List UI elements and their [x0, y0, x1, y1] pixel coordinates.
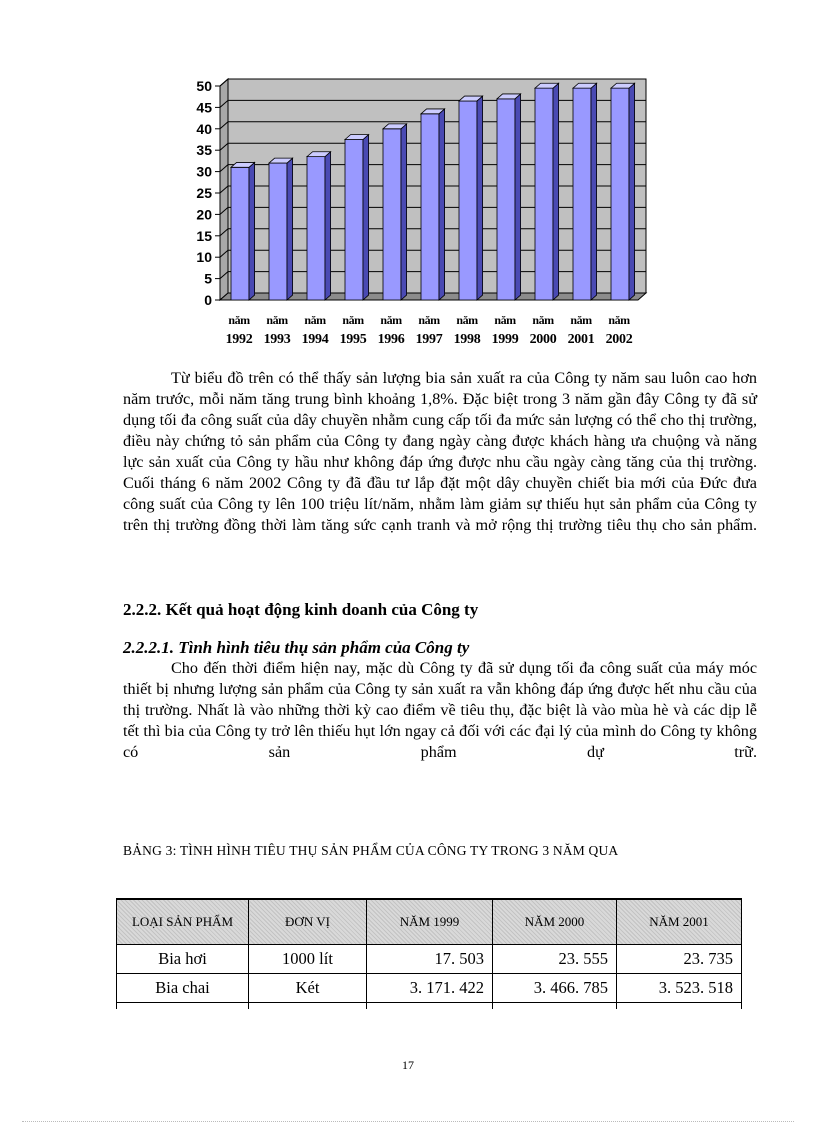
- x-tick-label-year: 1992: [225, 332, 253, 347]
- x-tick-label-top: năm: [342, 313, 364, 327]
- cell-product: Bia chai: [117, 974, 249, 1003]
- cell-unit: 1000 lít: [249, 945, 367, 974]
- cell-product: Bia hơi: [117, 945, 249, 974]
- bar-side-1999: [515, 94, 521, 300]
- cell-value-1999: 3. 171. 422: [367, 974, 493, 1003]
- x-tick-label-top: năm: [380, 313, 402, 327]
- x-tick-label-year: 1999: [491, 332, 519, 347]
- x-tick-label-year: 1995: [339, 332, 367, 347]
- bar-side-2000: [553, 83, 559, 300]
- bar-side-1993: [287, 158, 293, 300]
- cell-value-2001: 3. 523. 518: [617, 974, 742, 1003]
- x-tick-label-top: năm: [532, 313, 554, 327]
- cell-value-1999: 17. 503: [367, 945, 493, 974]
- bar-1997: [421, 114, 439, 300]
- bar-1999: [497, 99, 515, 300]
- paragraph-consumption: Cho đến thời điểm hiện nay, mặc dù Công ty đã sử dụng tối đa công suất của máy móc thiết bị nhưng lượng sản phẩm của Công ty sản xuất ra vẫn không đáp ứng được hết nhu cầu của thị trường. Nhất là vào những thời kỳ cao điểm về tiêu thụ, đặc biệt là vào mùa hè và các dịp lễ tết thì bia của Công ty trở lên thiếu hụt lớn ngay cả đối với các đại lý của mình do Công ty không có sản phẩm dự trữ.: [123, 659, 757, 761]
- x-tick-label-top: năm: [266, 313, 288, 327]
- cell-unit: Két: [249, 974, 367, 1003]
- table-header-row: [117, 899, 742, 945]
- header-year-1999: NĂM 1999: [367, 899, 493, 945]
- bar-1992: [231, 167, 249, 300]
- cell-value-2001: 23. 735: [617, 945, 742, 974]
- y-tick-label: 50: [196, 78, 212, 94]
- header-product-type: LOẠI SẢN PHẨM: [117, 899, 249, 945]
- bar-side-1992: [249, 162, 255, 300]
- y-tick-label: 45: [196, 99, 212, 116]
- y-tick-label: 40: [196, 120, 212, 137]
- table-row-continued: [117, 1003, 742, 1010]
- y-tick-label: 30: [196, 163, 212, 180]
- chart-svg: [180, 70, 660, 360]
- bar-side-1995: [363, 135, 369, 300]
- subsection-heading: 2.2.2.1. Tình hình tiêu thụ sản phẩm của Công ty: [123, 638, 470, 657]
- x-tick-label-top: năm: [304, 313, 326, 327]
- page-bottom-border: [22, 1121, 794, 1122]
- bar-side-1997: [439, 109, 445, 300]
- x-tick-label-top: năm: [494, 313, 516, 327]
- y-tick-label: 0: [204, 292, 212, 308]
- x-tick-label-top: năm: [570, 313, 592, 327]
- x-tick-label-year: 1993: [263, 332, 291, 347]
- bar-1998: [459, 101, 477, 300]
- table-row: [117, 945, 742, 974]
- y-tick-label: 35: [196, 142, 212, 159]
- bar-1993: [269, 163, 287, 300]
- cell-value-2000: 3. 466. 785: [493, 974, 617, 1003]
- bar-2002: [611, 88, 629, 300]
- header-year-2001: NĂM 2001: [617, 899, 742, 945]
- bar-side-2002: [629, 83, 635, 300]
- x-tick-label-year: 2001: [567, 332, 595, 347]
- consumption-table: [116, 898, 742, 1009]
- x-tick-label-top: năm: [418, 313, 440, 327]
- page-number: 17: [402, 1058, 414, 1072]
- header-unit: ĐƠN VỊ: [249, 899, 367, 945]
- bar-side-2001: [591, 83, 597, 300]
- bar-1994: [307, 157, 325, 300]
- x-tick-label-top: năm: [228, 313, 250, 327]
- header-year-2000: NĂM 2000: [493, 899, 617, 945]
- x-tick-label-top: năm: [456, 313, 478, 327]
- section-heading: 2.2.2. Kết quả hoạt động kinh doanh của Công ty: [123, 600, 479, 619]
- x-tick-label-year: 2002: [605, 332, 633, 347]
- bar-side-1994: [325, 152, 331, 300]
- production-bar-chart: [180, 70, 660, 360]
- table-caption: BẢNG 3: TÌNH HÌNH TIÊU THỤ SẢN PHẨM CỦA CÔNG TY TRONG 3 NĂM QUA: [123, 843, 619, 858]
- bar-2000: [535, 88, 553, 300]
- x-tick-label-top: năm: [608, 313, 630, 327]
- bar-side-1998: [477, 96, 483, 300]
- y-tick-label: 5: [204, 270, 212, 287]
- x-tick-label-year: 1997: [415, 332, 443, 347]
- bar-side-1996: [401, 124, 407, 300]
- x-tick-label-year: 1994: [301, 332, 329, 347]
- x-tick-label-year: 2000: [529, 332, 557, 347]
- paragraph-chart-analysis: Từ biểu đồ trên có thể thấy sản lượng bia sản xuất ra của Công ty năm sau luôn cao hơn năm trước, mỗi năm tăng trung bình khoảng 1,8%. Đặc biệt trong 3 năm gần đây Công ty đã sử dụng tối đa công suất của dây chuyền nhằm cung cấp tối đa mức sản lượng có thể cho thị trường, điều này chứng tỏ sản phẩm của Công ty đang ngày càng được khách hàng ưa chuộng và năng lực sản xuất của Công ty hầu như không đáp ứng được nhu cầu ngày càng tăng của thị trường. Cuối tháng 6 năm 2002 Công ty đã đầu tư lắp đặt một dây chuyền chiết bia mới của Đức đưa công suất của Công ty lên 100 triệu lít/năm, nhằm làm giảm sự thiếu hụt sản phẩm của Công ty trên thị trường đồng thời làm tăng sức cạnh tranh và mở rộng thị trường tiêu thụ cho sản phẩm.: [123, 369, 757, 534]
- bar-2001: [573, 88, 591, 300]
- y-tick-label: 10: [196, 249, 212, 266]
- cell-value-2000: 23. 555: [493, 945, 617, 974]
- x-tick-label-year: 1996: [377, 332, 405, 347]
- y-tick-label: 20: [196, 206, 212, 223]
- table-row: [117, 974, 742, 1003]
- x-tick-label-year: 1998: [453, 332, 481, 347]
- y-tick-label: 15: [196, 227, 212, 244]
- y-tick-label: 25: [196, 185, 212, 201]
- bar-1995: [345, 140, 363, 301]
- bar-1996: [383, 129, 401, 300]
